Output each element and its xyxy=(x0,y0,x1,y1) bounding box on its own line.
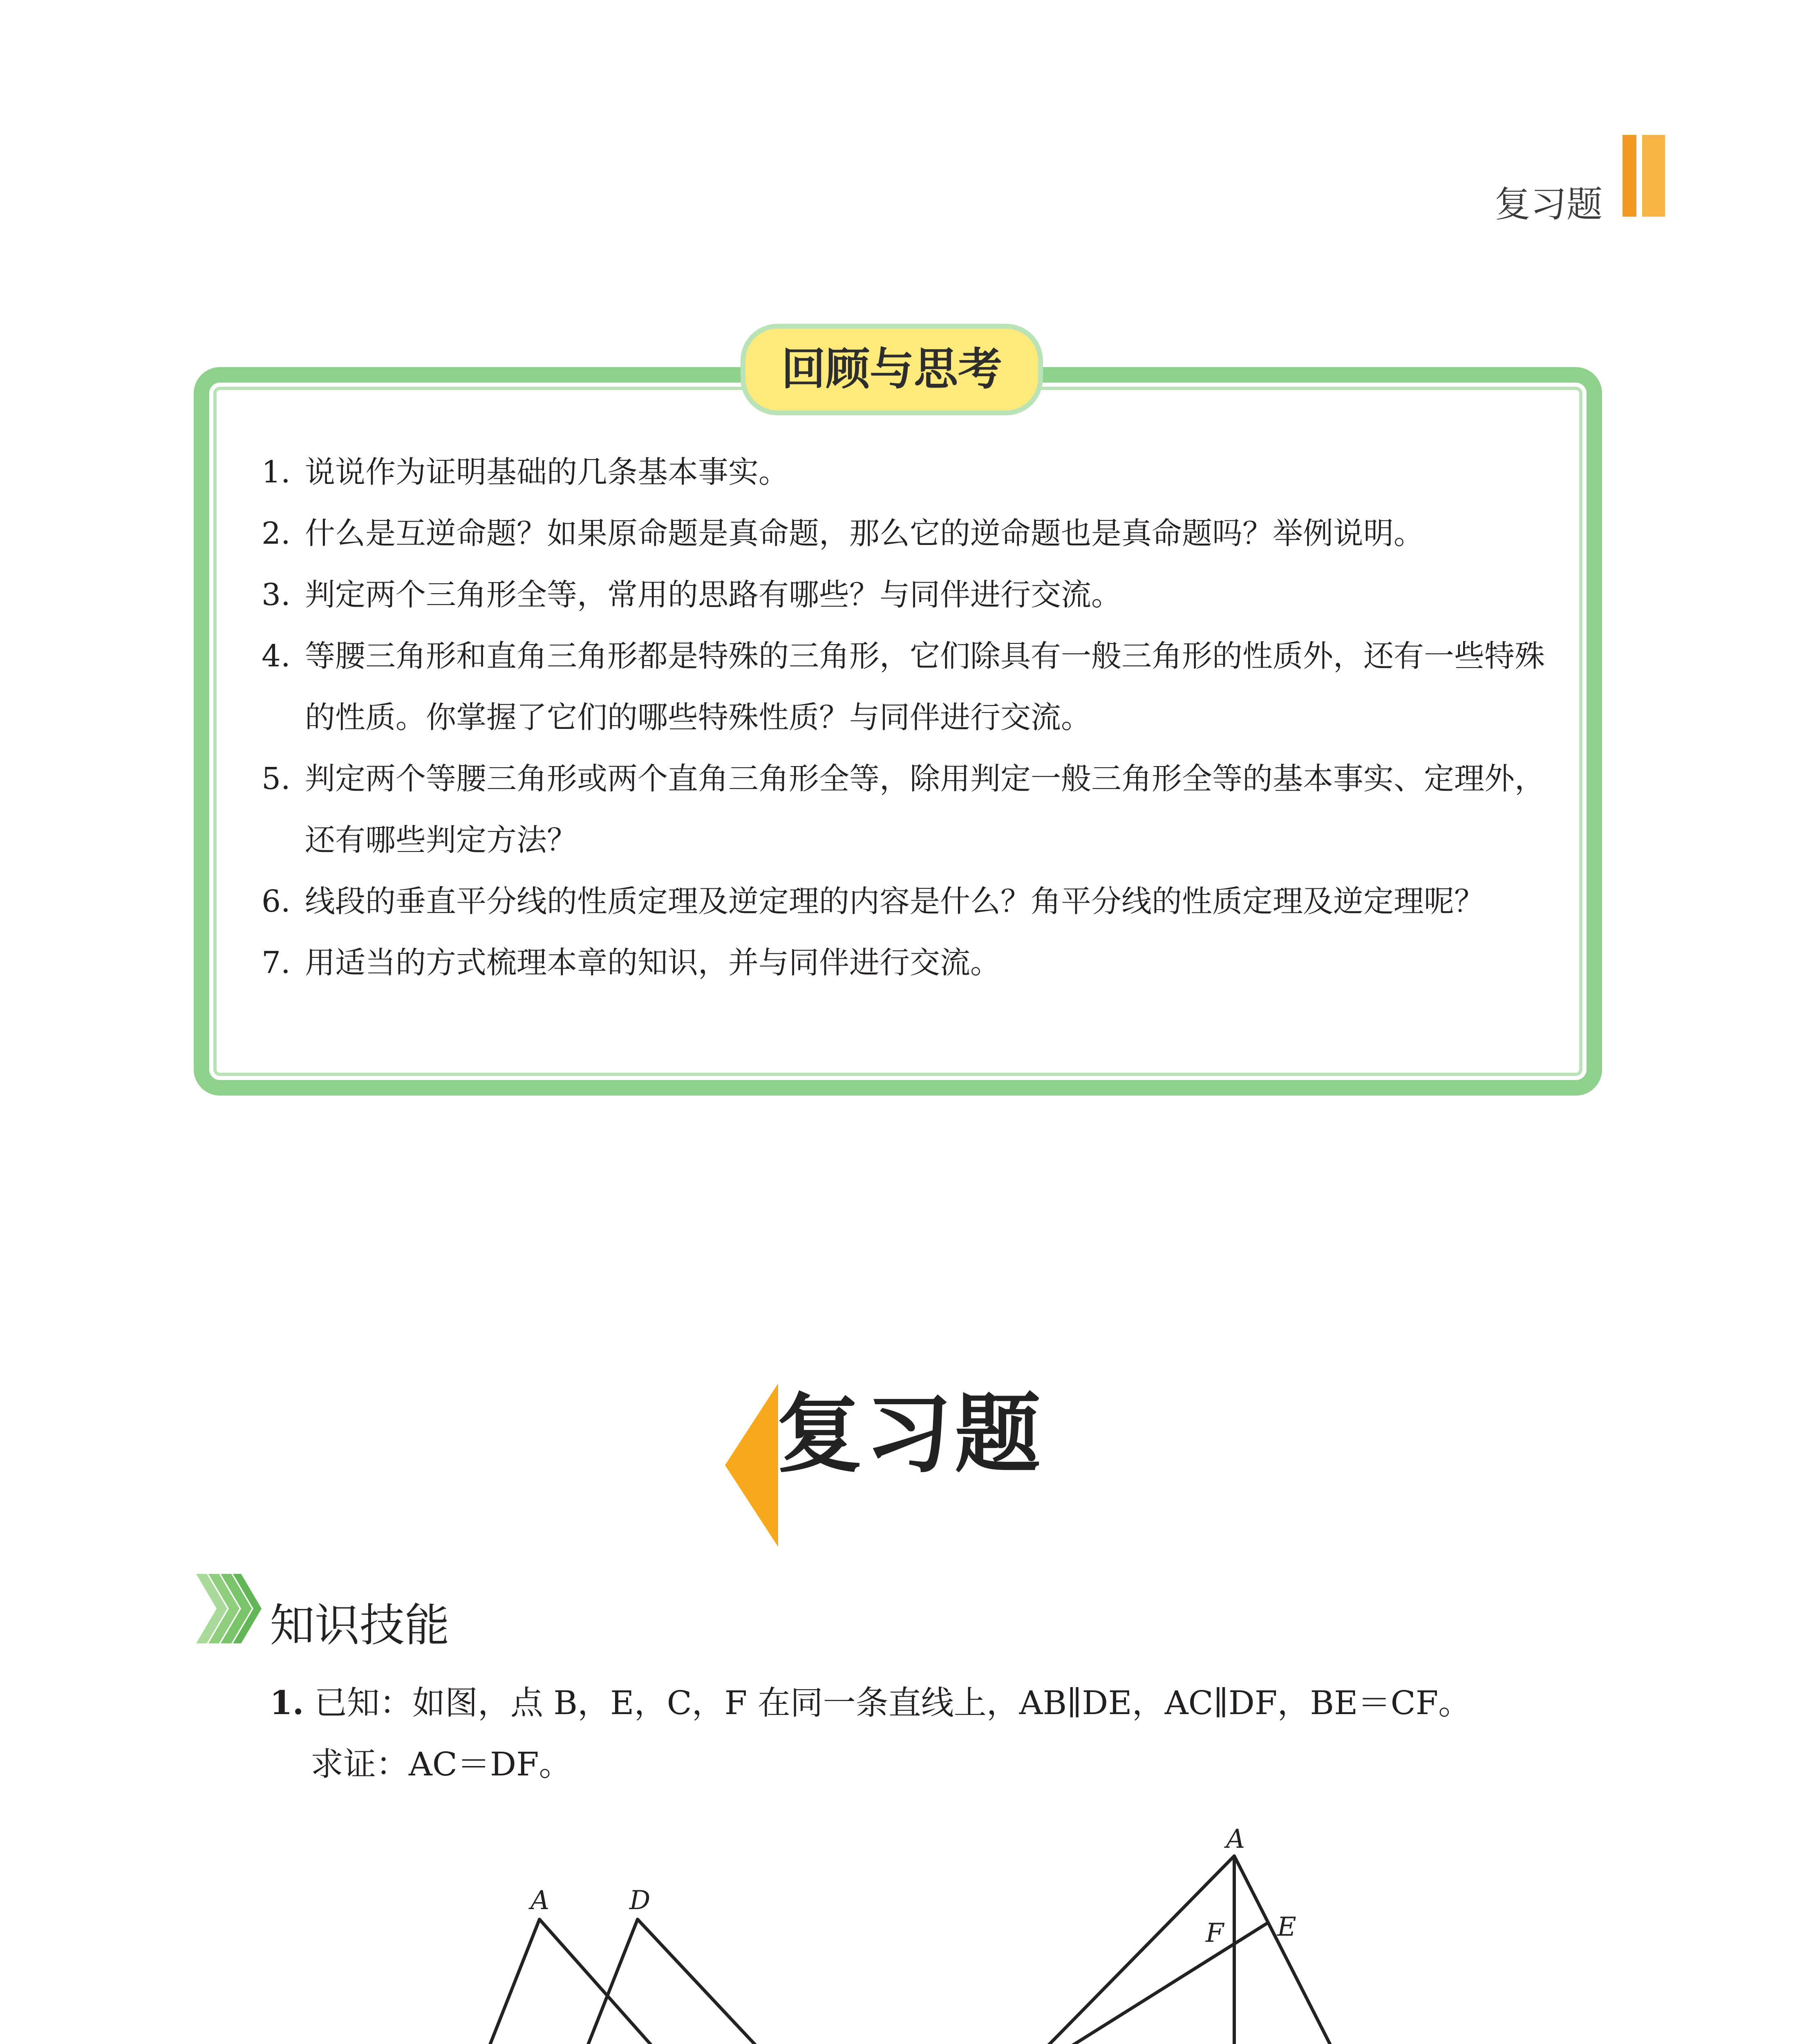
review-item: 2. 什么是互逆命题？如果原命题是真命题，那么它的逆命题也是真命题吗？举例说明。 xyxy=(262,516,1424,551)
section-arrow-icon xyxy=(725,1383,778,1547)
figure-problem-2 xyxy=(973,1823,1402,2044)
review-item: 3. 判定两个三角形全等，常用的思路有哪些？与同伴进行交流。 xyxy=(262,577,1121,612)
chevron-right-icon xyxy=(196,1574,262,1643)
label-D: D xyxy=(629,1885,651,1916)
review-question-list xyxy=(262,442,1569,993)
label-E: E xyxy=(1277,1912,1296,1942)
review-item: 4. 等腰三角形和直角三角形都是特殊的三角形，它们除具有一般三角形的性质外，还有一些特殊的性质。你掌握了它们的哪些特殊性质？与同伴进行交流。 xyxy=(262,639,1545,735)
review-item: 1. 说说作为证明基础的几条基本事实。 xyxy=(262,455,789,490)
label-A: A xyxy=(1226,1824,1245,1854)
figure-problem-1 xyxy=(458,1872,826,2044)
review-item: 6. 线段的垂直平分线的性质定理及逆定理的内容是什么？角平分线的性质定理及逆定理呢？ xyxy=(262,884,1484,919)
label-A: A xyxy=(530,1885,550,1916)
header-accent-bar xyxy=(1623,135,1636,217)
review-box-title: 回顾与思考 xyxy=(741,324,1043,415)
section-title: 复习题 xyxy=(777,1383,1044,1484)
subsection-title: 知识技能 xyxy=(270,1599,450,1652)
running-header-title: 复习题 xyxy=(1494,183,1602,225)
review-item: 5. 判定两个等腰三角形或两个直角三角形全等，除用判定一般三角形全等的基本事实、定理外，还有哪些判定方法？ xyxy=(262,761,1545,858)
review-item: 7. 用适当的方式梳理本章的知识，并与同伴进行交流。 xyxy=(262,945,1000,980)
problem-1: 1. 已知：如图，点 B，E，C，F 在同一条直线上，AB∥DE，AC∥DF，BE＝CF。 求证：AC＝DF。 xyxy=(270,1683,1471,1783)
label-F: F xyxy=(1206,1918,1224,1948)
header-accent-bar-light xyxy=(1642,135,1665,217)
